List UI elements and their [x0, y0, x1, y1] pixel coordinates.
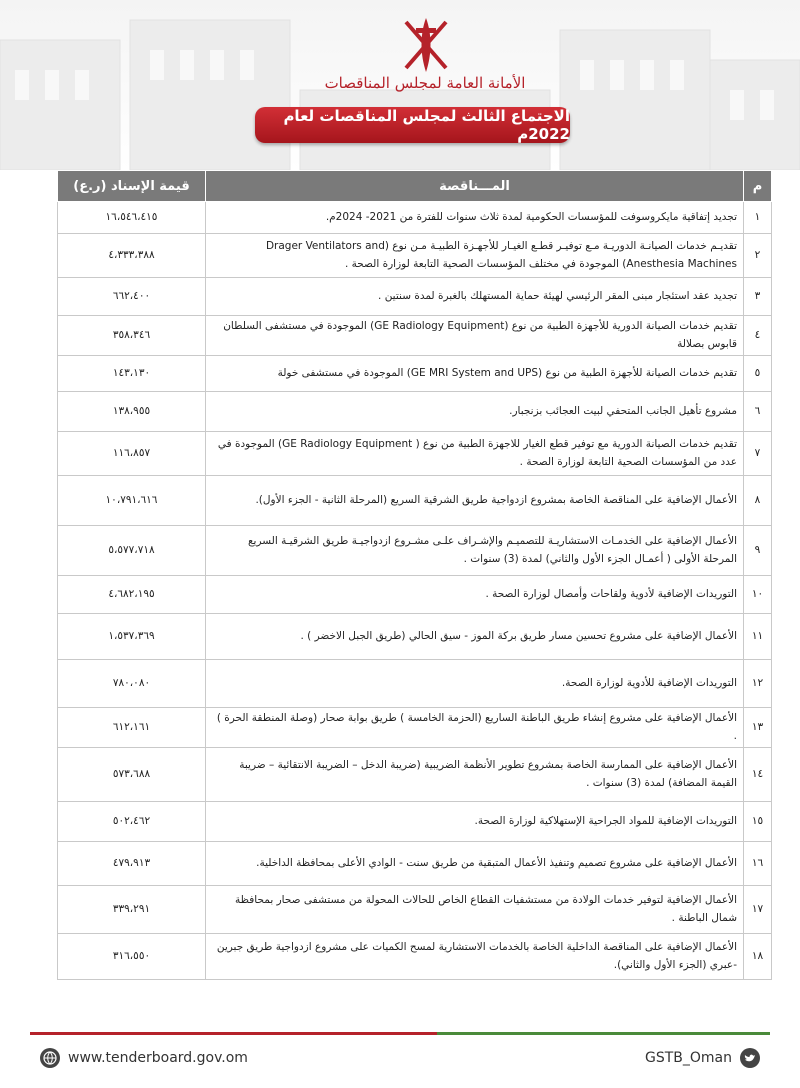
row-description: الأعمال الإضافية على مشروع إنشاء طريق الباطنة الساريع (الحزمة الخامسة ) طريق بوابة صحار (وصلة المنطقة الحرة ) . — [206, 708, 744, 748]
row-index: ٧ — [744, 432, 772, 476]
row-description: الأعمال الإضافية على الممارسة الخاصة بمشروع تطوير الأنظمة الضريبية (ضريبة الدخل – الضريبة الانتقائية – ضريبة القيمة المضافة) لمدة (3) سنوات . — [206, 748, 744, 802]
table-row — [58, 708, 772, 748]
row-description: الأعمال الإضافية على مشروع تحسين مسار طريق بركة الموز - سيق الحالي (طريق الجبل الاخضر ) . — [206, 614, 744, 660]
row-description: تقديـم خدمات الصيانـة الدوريـة مـع توفيـر قطـع الغيـار للأجهـزة الطبيـة مـن نوع (Drager Ventilators and Anesthesia Machines) الموجودة في مختلف المؤسسات الصحية التابعة لوزارة الصحة . — [206, 234, 744, 278]
row-index: ١ — [744, 202, 772, 234]
table-row — [58, 316, 772, 356]
table-row — [58, 748, 772, 802]
page-title-banner: الاجتماع الثالث لمجلس المناقصات لعام 2022م — [255, 107, 570, 143]
website-link[interactable]: www.tenderboard.gov.om — [68, 1050, 248, 1066]
twitter-icon — [740, 1048, 760, 1068]
row-index: ٣ — [744, 278, 772, 316]
row-description: الأعمال الإضافية على المناقصة الخاصة بمشروع ازدواجية طريق الشرقية السريع (المرحلة الثانية - الجزء الأول). — [206, 476, 744, 526]
footer-divider — [30, 1032, 770, 1035]
row-value: ٤،٣٣٣،٣٨٨ — [58, 234, 206, 278]
org-name: الأمانة العامة لمجلس المناقصات — [324, 74, 526, 92]
tenders-table — [57, 170, 772, 980]
table-row — [58, 614, 772, 660]
row-description: تقديم خدمات الصيانة للأجهزة الطبية من نوع (GE MRI System and UPS) الموجودة في مستشفى خولة — [206, 356, 744, 392]
row-description: مشروع تأهيل الجانب المتحفي لبيت العجائب بزنجبار. — [206, 392, 744, 432]
row-index: ١٢ — [744, 660, 772, 708]
row-description: الأعمال الإضافية على مشروع تصميم وتنفيذ الأعمال المتبقية من طريق سنت - الوادي الأعلى بمحافظة الداخلية. — [206, 842, 744, 886]
row-value: ٤٧٩،٩١٣ — [58, 842, 206, 886]
row-value: ١٦،٥٤٦،٤١٥ — [58, 202, 206, 234]
table-row — [58, 886, 772, 934]
header-value: قيمة الإسناد (ر.ع) — [58, 171, 206, 202]
row-description: الأعمال الإضافية على المناقصة الداخلية الخاصة بالخدمات الاستشارية لمسح الكميات على مشروع ازدواجية طريق جبرين -عبري (الجزء الأول والثاني). — [206, 934, 744, 980]
header-tender: المـــناقصة — [206, 171, 744, 202]
table-row — [58, 576, 772, 614]
row-value: ٣١٦،٥٥٠ — [58, 934, 206, 980]
row-value: ١٠،٧٩١،٦١٦ — [58, 476, 206, 526]
table-header-row — [58, 171, 772, 202]
oman-emblem-icon — [398, 14, 454, 76]
row-index: ١٣ — [744, 708, 772, 748]
row-value: ٥٧٣،٦٨٨ — [58, 748, 206, 802]
row-value: ٧٨٠،٠٨٠ — [58, 660, 206, 708]
table-row — [58, 234, 772, 278]
row-value: ٥٠٢،٤٦٢ — [58, 802, 206, 842]
row-index: ١٠ — [744, 576, 772, 614]
row-value: ١٤٣،١٣٠ — [58, 356, 206, 392]
row-value: ٦١٢،١٦١ — [58, 708, 206, 748]
row-description: التوريدات الإضافية للأدوية لوزارة الصحة. — [206, 660, 744, 708]
header-index: م — [744, 171, 772, 202]
row-index: ١٦ — [744, 842, 772, 886]
row-value: ١٣٨،٩٥٥ — [58, 392, 206, 432]
footer-website[interactable] — [40, 1048, 248, 1068]
row-description: تقديم خدمات الصيانة الدورية للأجهزة الطبية من نوع (GE Radiology Equipment) الموجودة في مستشفى السلطان قابوس بصلالة — [206, 316, 744, 356]
globe-icon — [40, 1048, 60, 1068]
table-row — [58, 526, 772, 576]
row-description: التوريدات الإضافية للمواد الجراحية الإستهلاكية لوزارة الصحة. — [206, 802, 744, 842]
row-index: ٦ — [744, 392, 772, 432]
table-row — [58, 934, 772, 980]
row-index: ١٤ — [744, 748, 772, 802]
row-value: ٣٥٨،٣٤٦ — [58, 316, 206, 356]
row-description: تقديم خدمات الصيانة الدورية مع توفير قطع الغيار للاجهزة الطبية من نوع ( GE Radiology Equipment) الموجودة في عدد من المؤسسات الصحية التابعة لوزارة الصحة . — [206, 432, 744, 476]
row-value: ١،٥٣٧،٣٦٩ — [58, 614, 206, 660]
row-value: ٣٣٩،٢٩١ — [58, 886, 206, 934]
row-index: ١٥ — [744, 802, 772, 842]
table-row — [58, 432, 772, 476]
row-index: ٩ — [744, 526, 772, 576]
table-row — [58, 278, 772, 316]
row-index: ٤ — [744, 316, 772, 356]
table-row — [58, 392, 772, 432]
table-row — [58, 356, 772, 392]
table-row — [58, 202, 772, 234]
row-value: ٥،٥٧٧،٧١٨ — [58, 526, 206, 576]
row-index: ١١ — [744, 614, 772, 660]
row-value: ١١٦،٨٥٧ — [58, 432, 206, 476]
table-row — [58, 476, 772, 526]
row-value: ٦٦٢،٤٠٠ — [58, 278, 206, 316]
row-index: ١٧ — [744, 886, 772, 934]
row-description: تجديد عقد استئجار مبنى المقر الرئيسي لهيئة حماية المستهلك بالغبرة لمدة سنتين . — [206, 278, 744, 316]
footer-twitter[interactable] — [645, 1048, 760, 1068]
table-row — [58, 842, 772, 886]
row-index: ١٨ — [744, 934, 772, 980]
row-description: الأعمال الإضافية لتوفير خدمات الولادة من مستشفيات القطاع الخاص للحالات المحولة من مستشفى صحار بمحافظة شمال الباطنة . — [206, 886, 744, 934]
row-index: ٢ — [744, 234, 772, 278]
row-description: الأعمال الإضافية على الخدمـات الاستشاريـة للتصميـم والإشـراف علـى مشـروع ازدواجيـة طريق الشرقيـة السريع المرحلة الأولى ( أعمـال الجزء الأول والثاني) لمدة (3) سنوات . — [206, 526, 744, 576]
row-description: تجديد إتفاقية مايكروسوفت للمؤسسات الحكومية لمدة ثلاث سنوات للفترة من 2021- 2024م. — [206, 202, 744, 234]
table-row — [58, 660, 772, 708]
row-index: ٥ — [744, 356, 772, 392]
row-value: ٤،٦٨٢،١٩٥ — [58, 576, 206, 614]
row-description: التوريدات الإضافية لأدوية ولقاحات وأمصال لوزارة الصحة . — [206, 576, 744, 614]
twitter-handle[interactable]: GSTB_Oman — [644, 1050, 732, 1066]
row-index: ٨ — [744, 476, 772, 526]
table-row — [58, 802, 772, 842]
